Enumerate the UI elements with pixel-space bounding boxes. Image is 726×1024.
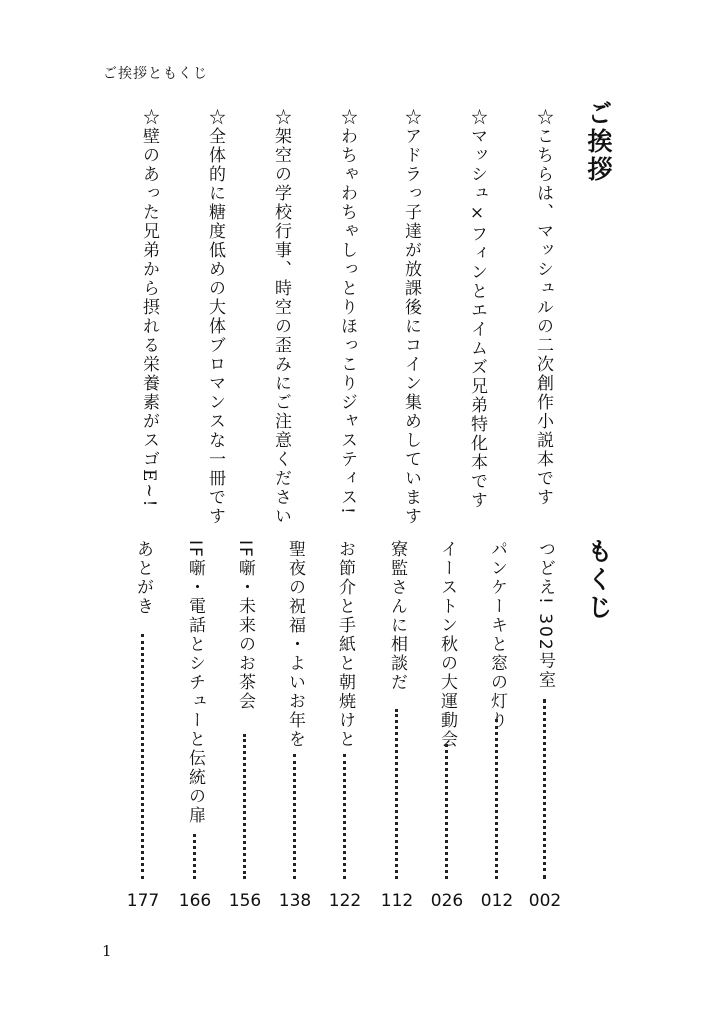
greeting-line: ☆わちゃわちゃしっとりほっこりジャスティス! — [337, 108, 357, 516]
toc-entry[interactable] — [228, 540, 262, 911]
running-head: ご挨拶ともくじ — [103, 66, 208, 82]
toc-leader-dots — [243, 734, 246, 879]
toc-entry-page: 112 — [380, 891, 414, 911]
toc-entry[interactable] — [430, 540, 464, 911]
greeting-line: ☆マッシュ×フィンとエイムズ兄弟特化本です — [467, 108, 487, 510]
greeting-line: ☆壁のあった兄弟から摂れる栄養素がスゴE~! — [139, 108, 159, 509]
toc-leader-dots — [543, 699, 546, 879]
toc-entry-page: 166 — [178, 891, 212, 911]
toc-entry[interactable] — [380, 540, 414, 911]
page-number: 1 — [102, 942, 112, 960]
toc-entry-title: IF噺・未来のお茶会 — [235, 540, 255, 711]
greeting-line: ☆こちらは、マッシュルの二次創作小説本です — [533, 108, 553, 507]
greeting-line: ☆全体的に糖度低めの大体ブロマンスな一冊です — [205, 108, 225, 526]
toc-entry[interactable] — [480, 540, 514, 911]
toc-entry-title: IF噺・電話とシチューと伝統の扉 — [185, 540, 205, 825]
toc-entry-page: 026 — [430, 891, 464, 911]
toc-entry-title: つどえ! 302号室 — [535, 540, 555, 690]
toc-entry-title: 聖夜の祝福・よいお年を — [285, 540, 305, 749]
toc-entry-title: あとがき — [133, 540, 153, 616]
toc-entry-page: 156 — [228, 891, 262, 911]
toc-entry-title: お節介と手紙と朝焼けと — [335, 540, 355, 749]
toc-entry-title: イーストン秋の大運動会 — [437, 540, 457, 749]
toc-entry-page: 122 — [328, 891, 362, 911]
toc-entry[interactable] — [528, 540, 562, 911]
toc-entry[interactable] — [328, 540, 362, 911]
greeting-line: ☆架空の学校行事、時空の歪みにご注意ください — [271, 108, 291, 526]
toc-entry-page: 177 — [126, 891, 160, 911]
toc-entry[interactable] — [278, 540, 312, 911]
toc-leader-dots — [193, 834, 196, 879]
greeting-line: ☆アドラっ子達が放課後にコイン集めしています — [401, 108, 421, 526]
toc-entry-page: 012 — [480, 891, 514, 911]
toc-entry-page: 002 — [528, 891, 562, 911]
toc-leader-dots — [343, 754, 346, 879]
toc-leader-dots — [293, 754, 296, 879]
toc-leader-dots — [445, 744, 448, 879]
greeting-heading: ご挨拶 — [584, 100, 613, 184]
toc-entry-title: 寮監さんに相談だ — [387, 540, 407, 692]
toc-entry-page: 138 — [278, 891, 312, 911]
toc-leader-dots — [395, 709, 398, 879]
toc-entry[interactable] — [126, 540, 160, 911]
toc-entry-title: パンケーキと窓の灯り — [487, 540, 507, 730]
toc-entry[interactable] — [178, 540, 212, 911]
toc-leader-dots — [141, 634, 144, 879]
toc-leader-dots — [495, 719, 498, 879]
toc-heading: もくじ — [584, 538, 613, 622]
